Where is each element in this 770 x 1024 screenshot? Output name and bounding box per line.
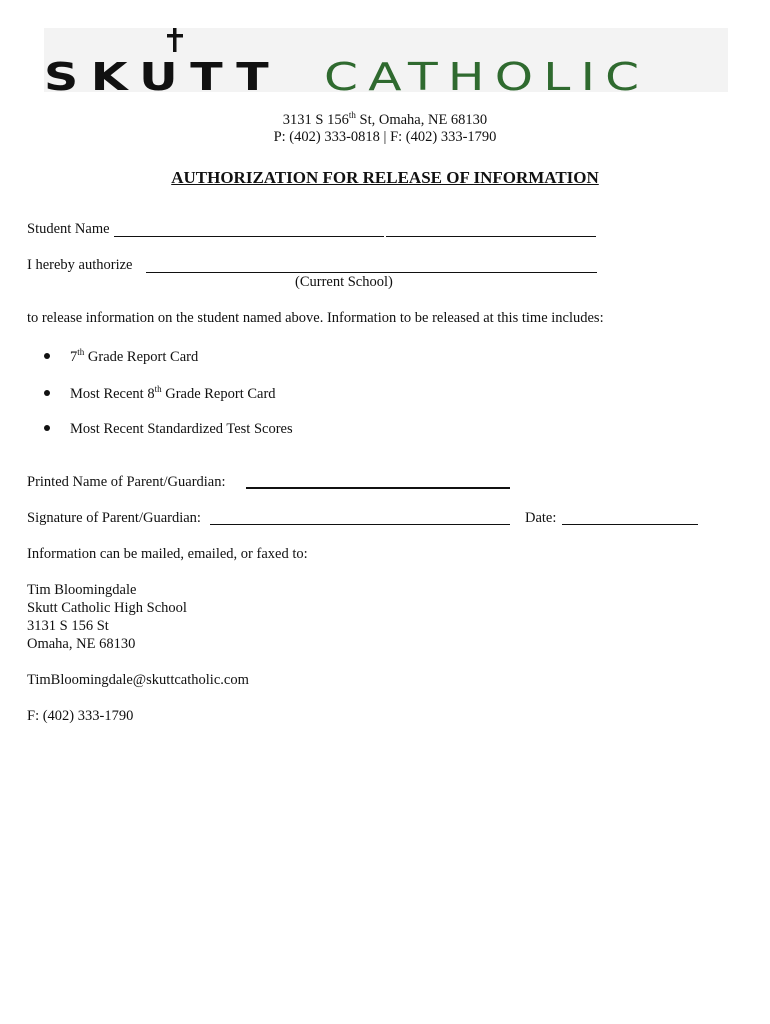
cross-icon — [162, 26, 188, 54]
form-title: AUTHORIZATION FOR RELEASE OF INFORMATION — [171, 168, 599, 187]
contact-intro: Information can be mailed, emailed, or faxed to: — [27, 546, 308, 562]
current-school-caption: (Current School) — [295, 274, 393, 290]
list-item: Most Recent Standardized Test Scores — [44, 421, 293, 438]
student-name-label: Student Name — [27, 221, 110, 237]
release-intro: to release information on the student named above. Information to be released at this time includes: — [27, 310, 604, 326]
signature-field[interactable] — [210, 524, 510, 525]
bullet-icon — [44, 390, 50, 396]
school-address: 3131 S 156th St, Omaha, NE 68130 — [282, 110, 488, 128]
parent-name-label: Printed Name of Parent/Guardian: — [27, 474, 226, 490]
bullet-icon — [44, 353, 50, 359]
authorize-label: I hereby authorize — [27, 257, 133, 273]
contact-email: TimBloomingdale@skuttcatholic.com — [27, 672, 249, 688]
logo-text-skutt: SKUTT — [44, 55, 282, 99]
contact-street: 3131 S 156 St — [27, 618, 109, 634]
list-item: 7th Grade Report Card — [44, 347, 198, 366]
contact-school: Skutt Catholic High School — [27, 600, 187, 616]
bullet-icon — [44, 425, 50, 431]
school-phone-fax: P: (402) 333-0818 | F: (402) 333-1790 — [273, 129, 497, 145]
student-name-row — [27, 221, 110, 238]
date-label: Date: — [525, 510, 557, 526]
student-last-name-field[interactable] — [386, 236, 596, 237]
list-item: Most Recent 8th Grade Report Card — [44, 384, 276, 403]
student-first-name-field[interactable] — [114, 236, 384, 237]
signature-label: Signature of Parent/Guardian: — [27, 510, 201, 526]
parent-name-field[interactable] — [246, 487, 510, 489]
current-school-field[interactable] — [146, 272, 597, 273]
contact-fax: F: (402) 333-1790 — [27, 708, 134, 724]
logo-text-catholic: CATHOLIC — [324, 55, 650, 99]
contact-name: Tim Bloomingdale — [27, 582, 137, 598]
contact-city: Omaha, NE 68130 — [27, 636, 136, 652]
date-field[interactable] — [562, 524, 698, 525]
